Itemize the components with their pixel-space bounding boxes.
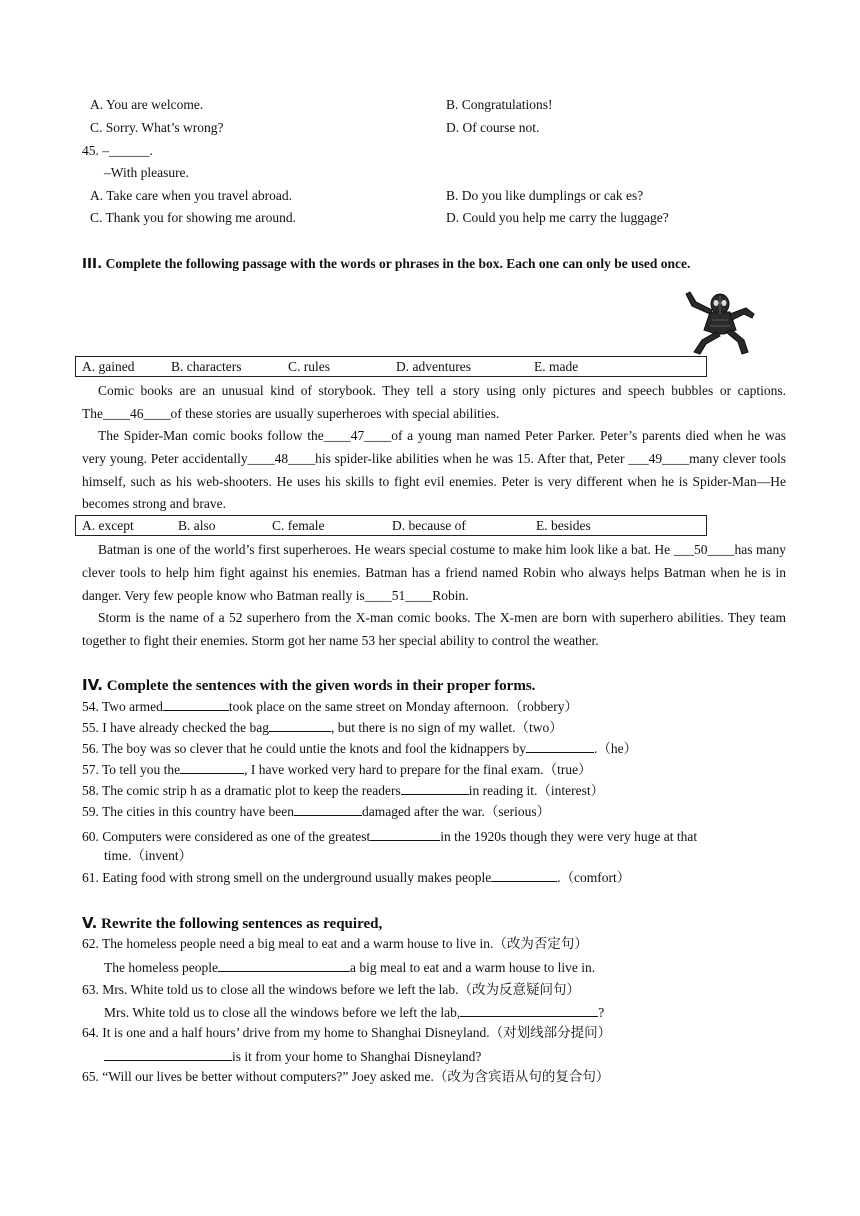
question-56 (82, 740, 637, 758)
answer-blank[interactable] (401, 782, 469, 795)
question-text: took place on the same street on Monday afternoon.（robbery） (228, 699, 578, 714)
answer-blank[interactable] (460, 1004, 598, 1017)
q45-option-a: A. Take care when you travel abroad. (90, 188, 292, 203)
section-5-numeral: V. (82, 914, 98, 932)
word-box-2-item: B. also (178, 518, 216, 533)
question-text: .（comfort） (557, 870, 631, 885)
question-text: , but there is no sign of my wallet.（two） (331, 720, 563, 735)
question-54 (82, 698, 578, 716)
question-57 (82, 761, 592, 779)
question-64-answer (104, 1048, 481, 1066)
word-box-1-item: D. adventures (396, 359, 471, 374)
word-box-1-item: B. characters (171, 359, 242, 374)
answer-text: a big meal to eat and a warm house to live in. (349, 960, 596, 975)
answer-text: ? (598, 1005, 605, 1020)
question-63: 63. Mrs. White told us to close all the windows before we left the lab.（改为反意疑问句） (82, 982, 581, 997)
section-5-heading (82, 914, 382, 933)
section-5-instruction: Rewrite the following sentences as required, (101, 916, 383, 932)
spiderman-image (680, 284, 760, 356)
q45-option-c: C. Thank you for showing me around. (90, 210, 296, 225)
word-box-1-item: A. gained (82, 359, 135, 374)
question-58 (82, 782, 604, 800)
question-59 (82, 803, 550, 821)
question-text: damaged after the war.（serious） (361, 804, 551, 819)
word-box-2-item: A. except (82, 518, 134, 533)
question-text: 60. Computers were considered as one of the greatest (82, 829, 371, 844)
section-3-instruction: Complete the following passage with the words or phrases in the box. Each one can only be used once. (105, 256, 691, 271)
q45-option-d: D. Could you help me carry the luggage? (446, 210, 669, 225)
word-box-2-item: E. besides (536, 518, 591, 533)
question-text: 57. To tell you the (82, 762, 181, 777)
question-63-answer (104, 1004, 604, 1022)
passage-paragraph-4: Storm is the name of a 52 superhero from the X-man comic books. The X-men are born with superhero abilities. They team together to fight their enemies. Storm got her name 53 her special ability to control the weather. (82, 610, 786, 648)
q44-option-d: D. Of course not. (446, 120, 540, 135)
answer-blank[interactable] (294, 803, 362, 816)
q45-reply: –With pleasure. (104, 165, 189, 180)
q45-option-b: B. Do you like dumplings or cak es? (446, 188, 644, 203)
answer-text: The homeless people (104, 960, 218, 975)
question-text: 59. The cities in this country have been (82, 804, 294, 819)
passage-paragraph-3: Batman is one of the world’s first superheroes. He wears special costume to make him look like a bat. He ___50____has many clever tools to help him fight against his enemies. Batman has a friend named Robin who always helps Batman when he is in danger. Very few people know who Batman really is____51____Robin. (82, 542, 786, 603)
answer-text: Mrs. White told us to close all the windows before we left the lab, (104, 1005, 461, 1020)
q44-option-b: B. Congratulations! (446, 97, 553, 112)
answer-blank[interactable] (526, 740, 594, 753)
question-text: in reading it.（interest） (468, 783, 605, 798)
answer-blank[interactable] (218, 959, 350, 972)
answer-blank[interactable] (180, 761, 244, 774)
answer-blank[interactable] (104, 1048, 232, 1061)
question-60 (82, 828, 697, 846)
word-box-1-item: E. made (534, 359, 579, 374)
word-box-1 (75, 356, 707, 377)
q44-option-c: C. Sorry. What’s wrong? (90, 120, 224, 135)
q45-prompt: 45. –______. (82, 143, 153, 158)
question-text: 58. The comic strip h as a dramatic plot to keep the readers (82, 783, 401, 798)
section-4-numeral: IV. (82, 676, 103, 694)
question-text: 56. The boy was so clever that he could untie the knots and fool the kidnappers by (82, 741, 527, 756)
answer-blank[interactable] (163, 698, 229, 711)
word-box-2 (75, 515, 707, 536)
answer-text: is it from your home to Shanghai Disneyland? (232, 1049, 482, 1064)
question-text: 61. Eating food with strong smell on the underground usually makes people (82, 870, 492, 885)
question-text: 54. Two armed (82, 699, 163, 714)
question-55 (82, 719, 563, 737)
answer-blank[interactable] (370, 828, 440, 841)
question-62-answer (104, 959, 595, 977)
answer-blank[interactable] (269, 719, 331, 732)
question-60-continued: time.（invent） (104, 848, 193, 863)
passage-paragraph-2: The Spider-Man comic books follow the____47____of a young man named Peter Parker. Peter’s parents died when he was very young. Peter accidentally____48____his spider-like abilities when he was 15. After that, Peter ___49____many clever tools himself, such as his web-shooters. He uses his skills to fight evil enemies. Peter is very different when he is Spider-Man—He becomes strong and brave. (82, 428, 786, 512)
section-3-heading (82, 255, 690, 273)
q44-option-a: A. You are welcome. (90, 97, 204, 112)
word-box-1-item: C. rules (288, 359, 330, 374)
question-62: 62. The homeless people need a big meal to eat and a warm house to live in.（改为否定句） (82, 936, 588, 951)
question-text: , I have worked very hard to prepare for the final exam.（true） (244, 762, 592, 777)
section-4-instruction: Complete the sentences with the given words in their proper forms. (106, 678, 536, 694)
question-65: 65. “Will our lives be better without computers?” Joey asked me.（改为含宾语从句的复合句） (82, 1069, 610, 1084)
question-64: 64. It is one and a half hours’ drive from my home to Shanghai Disneyland.（对划线部分提问） (82, 1025, 612, 1040)
answer-blank[interactable] (491, 869, 557, 882)
question-text: 55. I have already checked the bag (82, 720, 270, 735)
word-box-2-item: C. female (272, 518, 325, 533)
word-box-2-item: D. because of (392, 518, 466, 533)
question-text: in the 1920s though they were very huge at that (440, 829, 698, 844)
question-text: .（he） (594, 741, 638, 756)
passage-paragraph-1: Comic books are an unusual kind of storybook. They tell a story using only pictures and speech bubbles or captions. The____46____of these stories are usually superheroes with special abilities. (82, 383, 786, 421)
section-4-heading (82, 676, 535, 695)
section-3-numeral: III. (82, 256, 103, 272)
question-61 (82, 869, 630, 887)
